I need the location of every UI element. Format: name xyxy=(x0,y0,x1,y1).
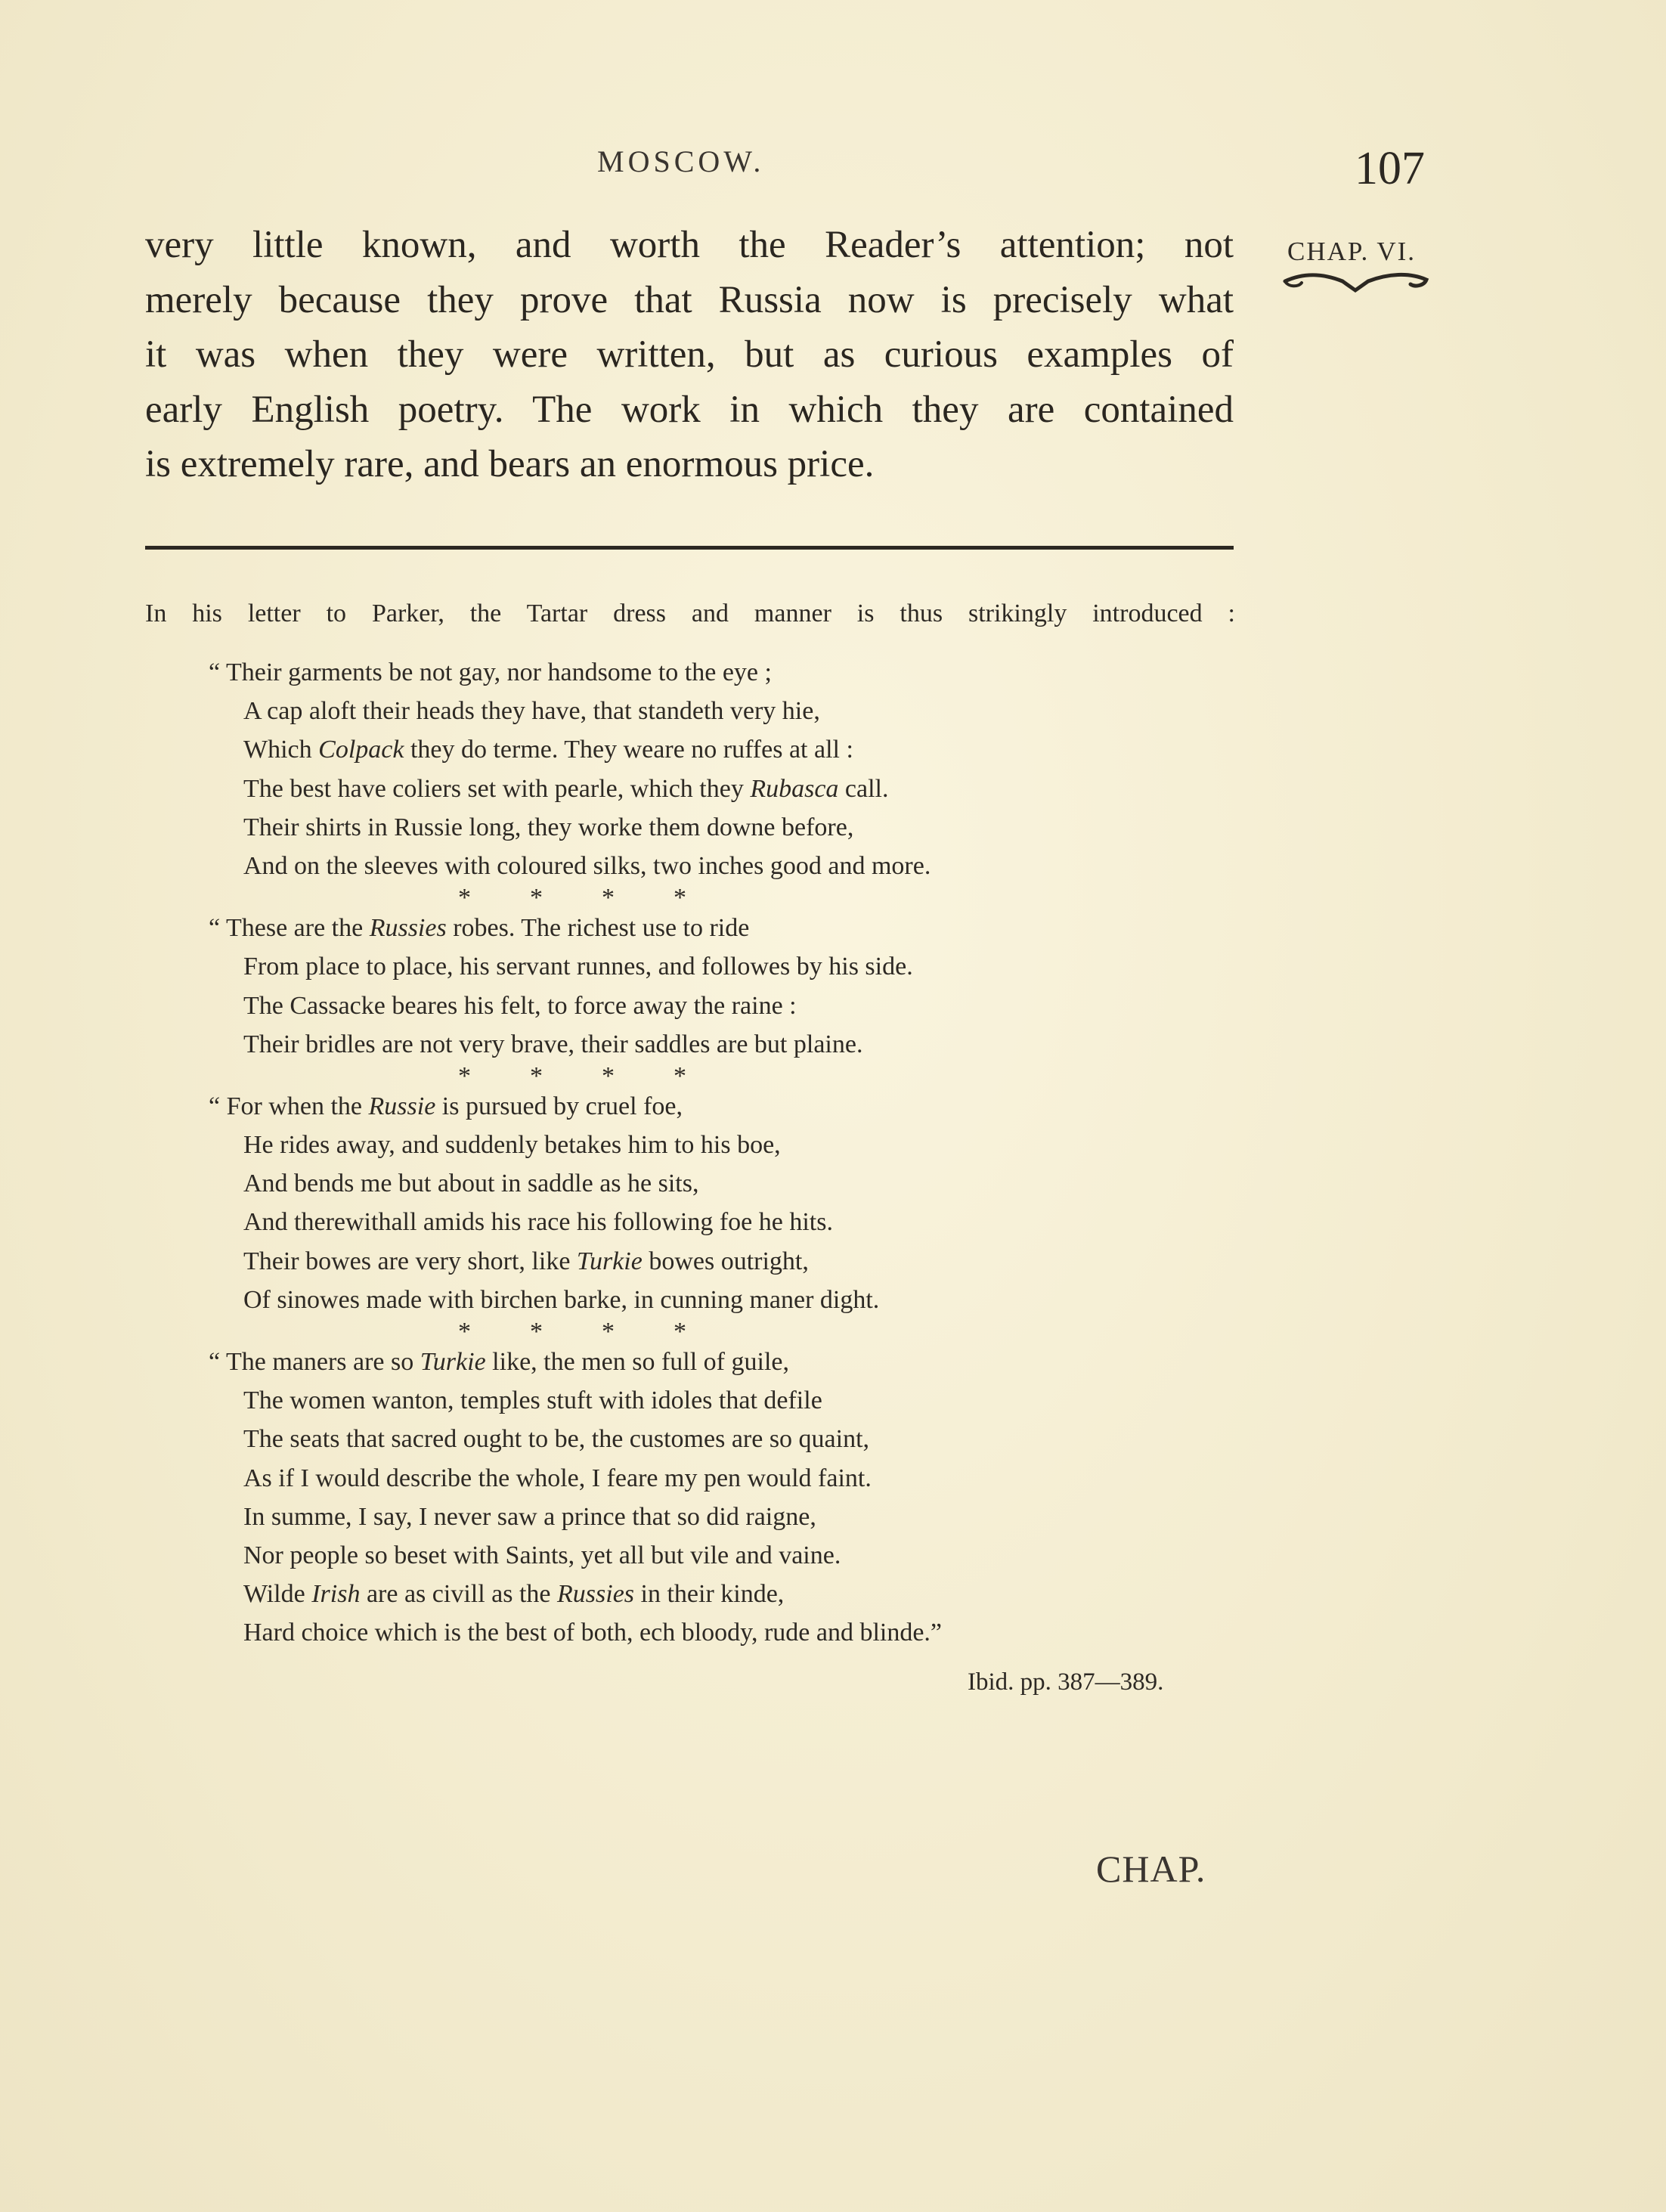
poem-line xyxy=(209,947,1252,986)
asterisk: * xyxy=(602,1318,615,1346)
stanza-separator xyxy=(209,1318,1252,1346)
poem-line xyxy=(209,847,1252,885)
asterisk: * xyxy=(458,1061,471,1090)
poem-text: like, the men so full of guile, xyxy=(485,1348,789,1376)
poem-line xyxy=(209,1575,1252,1613)
poem-line xyxy=(209,1536,1252,1575)
italic-word: Turkie xyxy=(576,1247,643,1275)
poem-line xyxy=(209,808,1252,847)
main-paragraph xyxy=(145,218,1234,492)
poem-line xyxy=(209,1381,1252,1420)
poem-line xyxy=(209,1126,1252,1164)
poem-line xyxy=(209,1498,1252,1536)
poem-text: Of sinowes made with birchen barke, in cunning maner dight. xyxy=(243,1285,880,1314)
body-line: merely because they prove that Russia now is precisely what xyxy=(145,278,1234,321)
asterisk: * xyxy=(674,884,686,912)
poem-line xyxy=(209,692,1252,730)
chapter-margin-note: CHAP. VI. xyxy=(1287,237,1417,266)
poem-text: in their kinde, xyxy=(634,1580,785,1609)
poem-line xyxy=(209,1343,1252,1381)
poem-text: The best have coliers set with pearle, which they xyxy=(243,774,751,803)
italic-word: Rubasca xyxy=(750,774,839,803)
italic-word: Colpack xyxy=(318,736,404,764)
poem-line xyxy=(209,909,1252,947)
running-head: MOSCOW. xyxy=(597,144,765,178)
footnote-intro: In his letter to Parker, the Tartar dress and manner is thus strikingly introduced : xyxy=(145,599,1235,627)
poem-text: Hard choice which is the best of both, ech bloody, rude and blinde.” xyxy=(243,1619,943,1647)
poem-quotation xyxy=(209,653,1252,1653)
poem-text: The women wanton, temples stuft with idoles that defile xyxy=(243,1386,822,1415)
poem-text: And on the sleeves with coloured silks, two inches good and more. xyxy=(243,851,931,880)
italic-word: Turkie xyxy=(420,1348,486,1376)
poem-line xyxy=(209,1459,1252,1498)
stanza-separator xyxy=(209,884,1252,912)
footnote-rule xyxy=(145,546,1234,550)
poem-text: As if I would describe the whole, I feare my pen would faint. xyxy=(243,1464,872,1492)
poem-line xyxy=(209,1613,1252,1652)
poem-line xyxy=(209,730,1252,769)
asterisk: * xyxy=(674,1318,686,1346)
poem-text: From place to place, his servant runnes, and followes by his side. xyxy=(243,953,913,981)
citation: Ibid. pp. 387—389. xyxy=(968,1668,1164,1696)
poem-text: robes. The richest use to ride xyxy=(446,914,750,943)
poem-text: The seats that sacred ought to be, the customes are so quaint, xyxy=(243,1425,870,1454)
body-line: it was when they were written, but as curious examples of xyxy=(145,333,1234,376)
asterisk: * xyxy=(674,1061,686,1090)
poem-line xyxy=(209,1025,1252,1064)
asterisk: * xyxy=(458,884,471,912)
poem-text: is pursued by cruel foe, xyxy=(435,1092,683,1120)
body-line: early English poetry. The work in which they are contained xyxy=(145,388,1234,431)
poem-text: Wilde xyxy=(243,1580,312,1609)
poem-text: bowes outright, xyxy=(642,1247,809,1275)
poem-line xyxy=(209,1420,1252,1458)
poem-text: He rides away, and suddenly betakes him to his boe, xyxy=(243,1131,781,1160)
page-number: 107 xyxy=(1355,143,1425,194)
poem-text: “ For when the xyxy=(209,1092,369,1120)
italic-word: Russies xyxy=(557,1580,635,1609)
catchword: CHAP. xyxy=(1096,1848,1206,1890)
poem-line xyxy=(209,1203,1252,1241)
poem-text: are as civill as the xyxy=(360,1580,558,1609)
poem-text: The Cassacke beares his felt, to force away the raine : xyxy=(243,991,797,1020)
asterisk: * xyxy=(602,884,615,912)
poem-text: they do terme. They weare no ruffes at all : xyxy=(404,736,853,764)
poem-line xyxy=(209,1242,1252,1281)
poem-text: call. xyxy=(838,774,889,803)
flourish-ornament xyxy=(1282,271,1429,304)
poem-line xyxy=(209,653,1252,692)
poem-line xyxy=(209,987,1252,1025)
poem-text: Their shirts in Russie long, they worke them downe before, xyxy=(243,813,854,841)
italic-word: Russie xyxy=(368,1092,436,1120)
poem-text: Nor people so beset with Saints, yet all but vile and vaine. xyxy=(243,1541,841,1569)
poem-line xyxy=(209,1164,1252,1203)
asterisk: * xyxy=(530,1061,543,1090)
italic-word: Irish xyxy=(311,1580,361,1609)
poem-line xyxy=(209,1087,1252,1126)
poem-line xyxy=(209,770,1252,808)
poem-text: Their bridles are not very brave, their saddles are but plaine. xyxy=(243,1030,863,1058)
asterisk: * xyxy=(602,1061,615,1090)
asterisk: * xyxy=(458,1318,471,1346)
poem-text: And therewithall amids his race his following foe he hits. xyxy=(243,1208,833,1237)
poem-text: “ These are the xyxy=(209,914,370,943)
poem-text: In summe, I say, I never saw a prince that so did raigne, xyxy=(243,1502,816,1531)
poem-text: A cap aloft their heads they have, that standeth very hie, xyxy=(243,697,820,726)
body-line: very little known, and worth the Reader’s attention; not xyxy=(145,224,1234,266)
asterisk: * xyxy=(530,1318,543,1346)
poem-text: “ Their garments be not gay, nor handsome to the eye ; xyxy=(209,658,772,686)
body-line: is extremely rare, and bears an enormous price. xyxy=(145,443,875,486)
stanza-separator xyxy=(209,1061,1252,1090)
italic-word: Russies xyxy=(369,914,447,943)
poem-text: And bends me but about in saddle as he sits, xyxy=(243,1170,699,1198)
poem-text: “ The maners are so xyxy=(209,1348,420,1376)
poem-text: Their bowes are very short, like xyxy=(243,1247,577,1275)
poem-text: Which xyxy=(243,736,319,764)
poem-line xyxy=(209,1281,1252,1319)
asterisk: * xyxy=(530,884,543,912)
